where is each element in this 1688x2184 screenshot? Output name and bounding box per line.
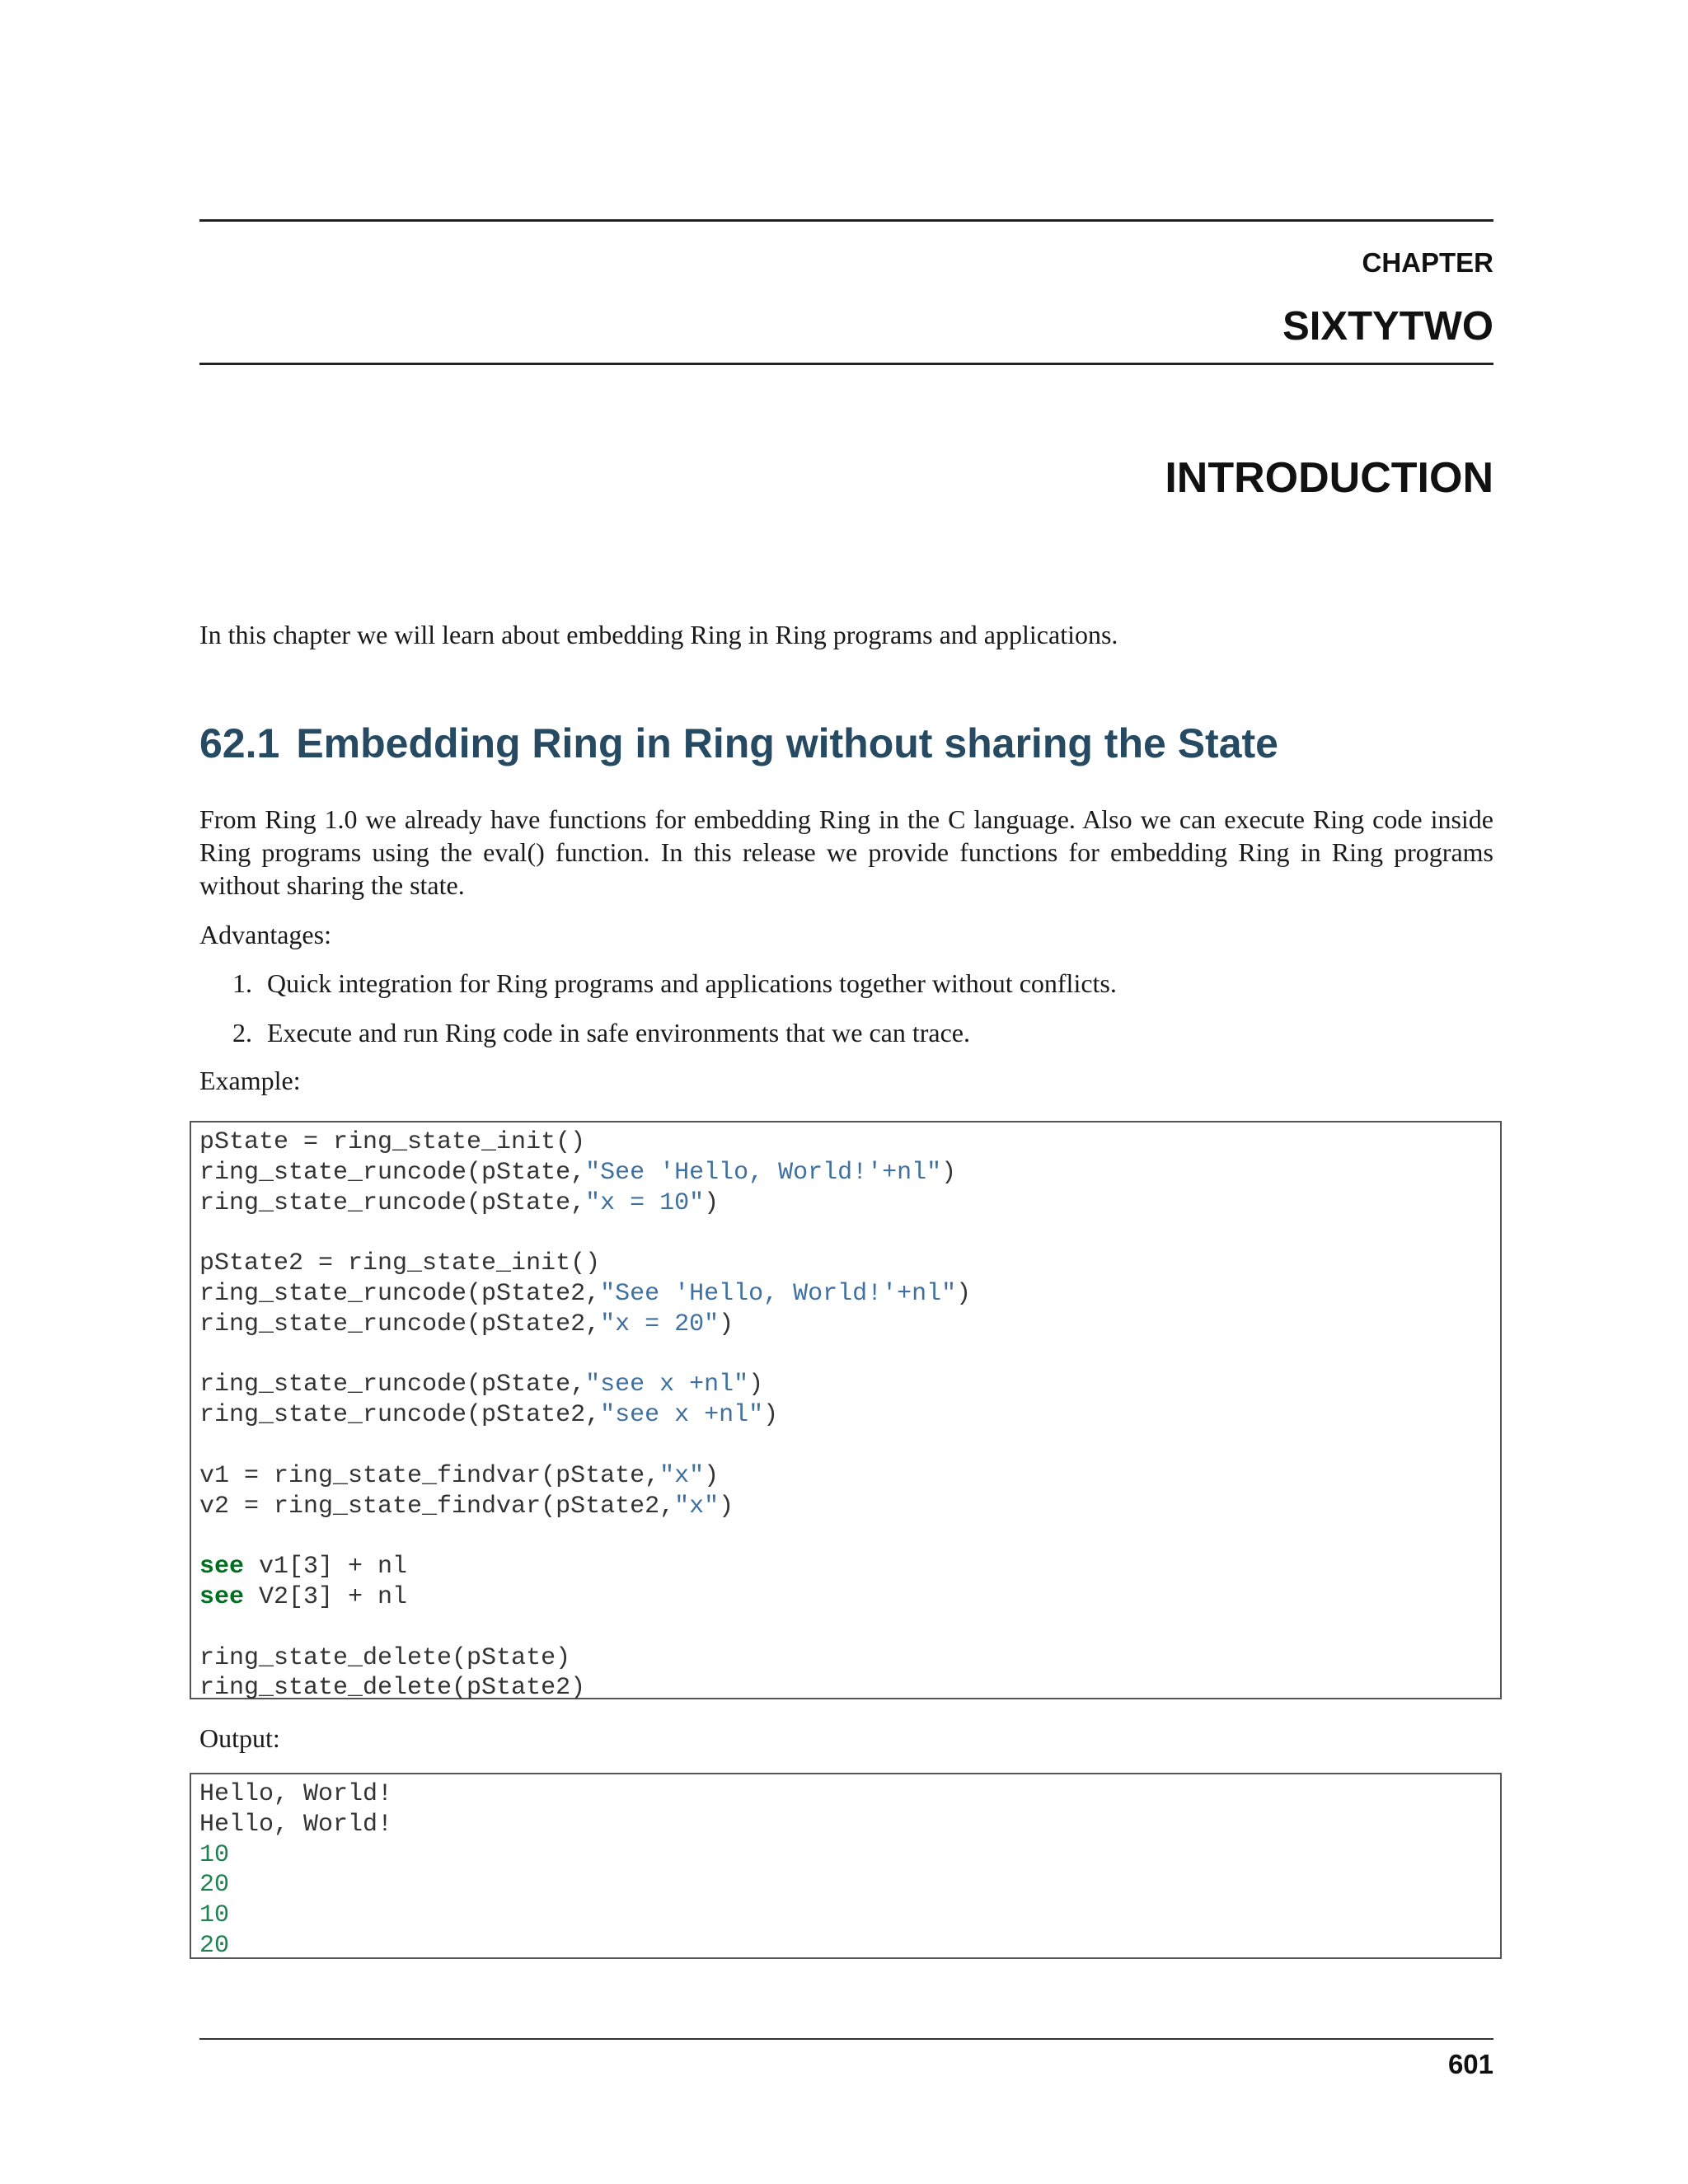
code-listing	[199, 1127, 1492, 1704]
code-line	[199, 1462, 719, 1490]
code-line	[199, 1280, 971, 1308]
code-token: v1 = ring_state_findvar(pState,	[199, 1461, 660, 1490]
code-line	[199, 1128, 585, 1156]
section-heading	[199, 719, 1278, 767]
code-token: )	[704, 1461, 720, 1490]
advantages-list	[232, 967, 1469, 1066]
code-line	[199, 1249, 600, 1277]
header-bottom-rule	[199, 363, 1493, 365]
example-label: Example:	[199, 1066, 301, 1095]
code-token: pState2 = ring_state_init()	[199, 1249, 601, 1278]
code-token: Hello, World!	[199, 1810, 393, 1839]
code-token: )	[763, 1401, 779, 1430]
output-line	[199, 1811, 392, 1839]
code-number: 10	[199, 1901, 230, 1930]
footer-rule	[199, 2038, 1493, 2040]
advantages-label: Advantages:	[199, 920, 331, 949]
code-token: )	[748, 1371, 764, 1399]
code-string: "See 'Hello, World!'+nl"	[600, 1279, 957, 1308]
code-line	[199, 1493, 734, 1521]
output-line	[199, 1932, 229, 1960]
code-token: ring_state_delete(pState2)	[199, 1674, 586, 1703]
code-line	[199, 1189, 719, 1217]
intro-paragraph: In this chapter we will learn about embedding Ring in Ring programs and applications.	[199, 620, 1118, 649]
section-number: 62.1	[199, 720, 280, 766]
code-string: "x"	[674, 1492, 720, 1521]
body-paragraph: From Ring 1.0 we already have functions for embedding Ring in the C language. Also we can execute Ring code inside Ring programs using the eval() function. In this release we provide functions for embedding Ring in Ring programs without sharing the state.	[199, 804, 1493, 900]
output-line	[199, 1780, 392, 1808]
output-listing	[199, 1779, 1492, 1961]
header-top-rule	[199, 219, 1493, 222]
output-line	[199, 1901, 229, 1929]
chapter-title: INTRODUCTION	[1165, 454, 1493, 502]
list-item-text: Execute and run Ring code in safe environments that we can trace.	[267, 1018, 970, 1047]
code-block	[190, 1121, 1502, 1703]
code-string: "see x +nl"	[585, 1371, 749, 1399]
code-token: ring_state_runcode(pState2,	[199, 1401, 601, 1430]
code-line	[199, 1159, 956, 1187]
list-item-number: 1.	[232, 968, 252, 998]
code-line	[199, 1401, 778, 1429]
code-keyword: see	[199, 1582, 245, 1611]
chapter-label: CHAPTER	[1362, 247, 1493, 278]
code-line	[199, 1371, 763, 1399]
code-keyword: see	[199, 1553, 245, 1582]
code-string: "see x +nl"	[600, 1401, 764, 1430]
code-token: ring_state_runcode(pState,	[199, 1188, 586, 1217]
code-token: pState = ring_state_init()	[199, 1128, 586, 1156]
code-string: "x = 20"	[600, 1310, 720, 1338]
output-label: Output:	[199, 1723, 280, 1753]
code-line	[199, 1553, 407, 1581]
code-number: 20	[199, 1931, 230, 1960]
code-token: )	[719, 1310, 734, 1338]
code-token: v2 = ring_state_findvar(pState2,	[199, 1492, 675, 1521]
output-block	[190, 1773, 1502, 1959]
output-line	[199, 1841, 229, 1869]
code-number: 20	[199, 1871, 230, 1900]
code-token: )	[704, 1188, 720, 1217]
code-token: ring_state_runcode(pState,	[199, 1371, 586, 1399]
code-token: )	[941, 1158, 957, 1187]
list-item-text: Quick integration for Ring programs and applications together without conflicts.	[267, 968, 1117, 998]
code-token: )	[719, 1492, 734, 1521]
code-string: "See 'Hello, World!'+nl"	[585, 1158, 942, 1187]
section-title: Embedding Ring in Ring without sharing the State	[296, 720, 1278, 766]
code-line	[199, 1583, 407, 1611]
code-line	[199, 1674, 585, 1702]
code-token: ring_state_delete(pState)	[199, 1643, 571, 1672]
code-token: V2[3] + nl	[244, 1582, 408, 1611]
code-token: ring_state_runcode(pState2,	[199, 1310, 601, 1338]
code-line	[199, 1310, 734, 1338]
code-number: 10	[199, 1840, 230, 1869]
list-item	[232, 967, 1469, 1000]
chapter-number: SIXTYTWO	[1282, 304, 1493, 349]
code-token: Hello, World!	[199, 1780, 393, 1808]
code-string: "x"	[659, 1461, 705, 1490]
code-string: "x = 10"	[585, 1188, 705, 1217]
code-token: v1[3] + nl	[244, 1553, 408, 1582]
code-line	[199, 1644, 570, 1672]
list-item	[232, 1016, 1469, 1049]
page-number: 601	[1447, 2049, 1493, 2079]
code-token: ring_state_runcode(pState2,	[199, 1279, 601, 1308]
code-token: )	[956, 1279, 972, 1308]
code-token: ring_state_runcode(pState,	[199, 1158, 586, 1187]
list-item-number: 2.	[232, 1018, 252, 1047]
output-line	[199, 1871, 229, 1899]
